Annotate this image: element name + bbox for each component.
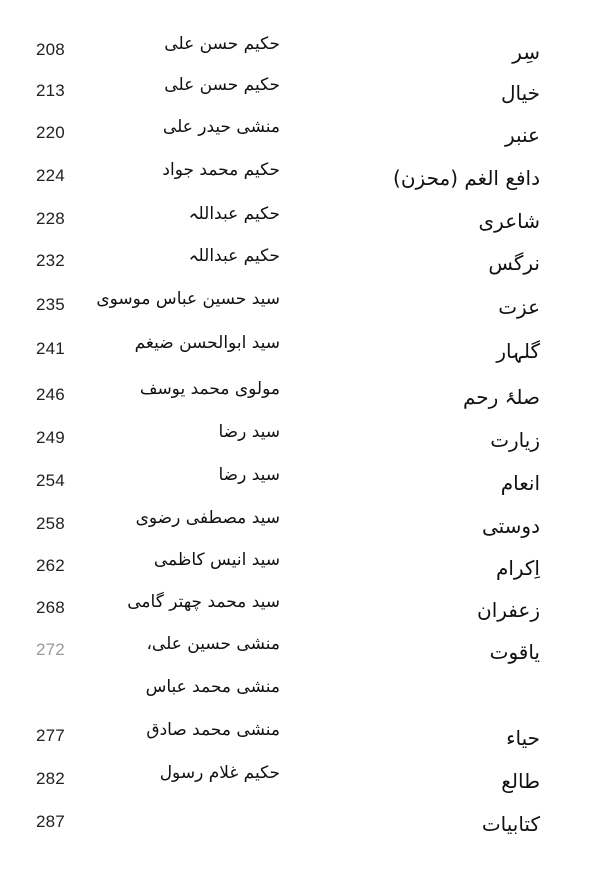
toc-title: یاقوت [489,640,540,664]
toc-author: سید محمد چھتر گامی [127,592,280,612]
toc-title: سِر [512,40,540,64]
toc-page-number: 232 [36,251,65,270]
toc-row [0,203,600,243]
toc-title: انعام [500,471,540,495]
toc-row [0,550,600,590]
toc-row [0,333,600,373]
toc-title: دوستی [481,514,540,538]
toc-page-number: 213 [36,81,65,100]
toc-row [0,465,600,505]
toc-author: حکیم حسن علی [164,34,280,54]
toc-author: سید حسین عباس موسوی [96,289,280,309]
toc-author: سید رضا [218,465,280,485]
toc-title: شاعری [478,209,540,233]
toc-author: حکیم عبداللہ [188,246,280,266]
toc-page-number: 246 [36,385,65,404]
toc-page-number: 254 [36,471,65,490]
toc-title: کتابیات [481,812,540,836]
toc-title: صلۂ رحم [462,385,540,409]
toc-row [0,806,600,846]
toc-row [0,34,600,74]
toc-page-number: 262 [36,556,65,575]
toc-page-number: 258 [36,514,65,533]
toc-page-number: 220 [36,123,65,142]
toc-author: سید انیس کاظمی [153,550,280,570]
toc-row [0,422,600,462]
toc-row [0,160,600,200]
toc-page-number: 249 [36,428,65,447]
toc-page-number: 235 [36,295,65,314]
toc-title: زعفران [477,598,540,622]
toc-title: حیاء [506,726,540,750]
toc-page-number: 224 [36,166,65,185]
toc-row [0,763,600,803]
toc-title: خیال [500,81,540,105]
toc-page-number: 272 [36,640,65,659]
toc-row-continuation [0,677,600,717]
toc-title: نرگس [488,251,540,275]
toc-author: منشی محمد عباس [145,677,280,697]
toc-row [0,720,600,760]
toc-author: منشی حسین علی، [146,634,280,654]
toc-author: سید مصطفی رضوی [135,508,280,528]
toc-author: منشی حیدر علی [162,117,280,137]
toc-author: حکیم محمد جواد [162,160,280,180]
toc-author: حکیم عبداللہ [188,204,280,224]
toc-author: حکیم غلام رسول [159,763,280,783]
toc-page-number: 287 [36,812,65,831]
toc-page-number: 282 [36,769,65,788]
toc-author: حکیم حسن علی [164,75,280,95]
toc-row [0,634,600,674]
toc-row [0,508,600,548]
toc-page-number: 268 [36,598,65,617]
toc-title: گلہار [496,339,540,363]
toc-author: منشی محمد صادق [146,720,280,740]
toc-page-number: 241 [36,339,65,358]
toc-page-number: 277 [36,726,65,745]
toc-row [0,75,600,115]
toc-row [0,289,600,329]
toc-author: سید رضا [218,422,280,442]
toc-row [0,379,600,419]
toc-title: عزت [498,295,540,319]
toc-title: اِکرام [495,556,540,580]
toc-title: دافع الغم (محزن) [393,166,540,190]
toc-author: سید ابوالحسن ضیغم [134,333,280,353]
toc-page-number: 228 [36,209,65,228]
toc-author: مولوی محمد یوسف [139,379,280,399]
toc-page-number: 208 [36,40,65,59]
toc-row [0,245,600,285]
toc-title: زیارت [490,428,540,452]
toc-title: طالع [501,769,540,793]
toc-title: عنبر [504,123,540,147]
toc-row [0,117,600,157]
toc-row [0,592,600,632]
